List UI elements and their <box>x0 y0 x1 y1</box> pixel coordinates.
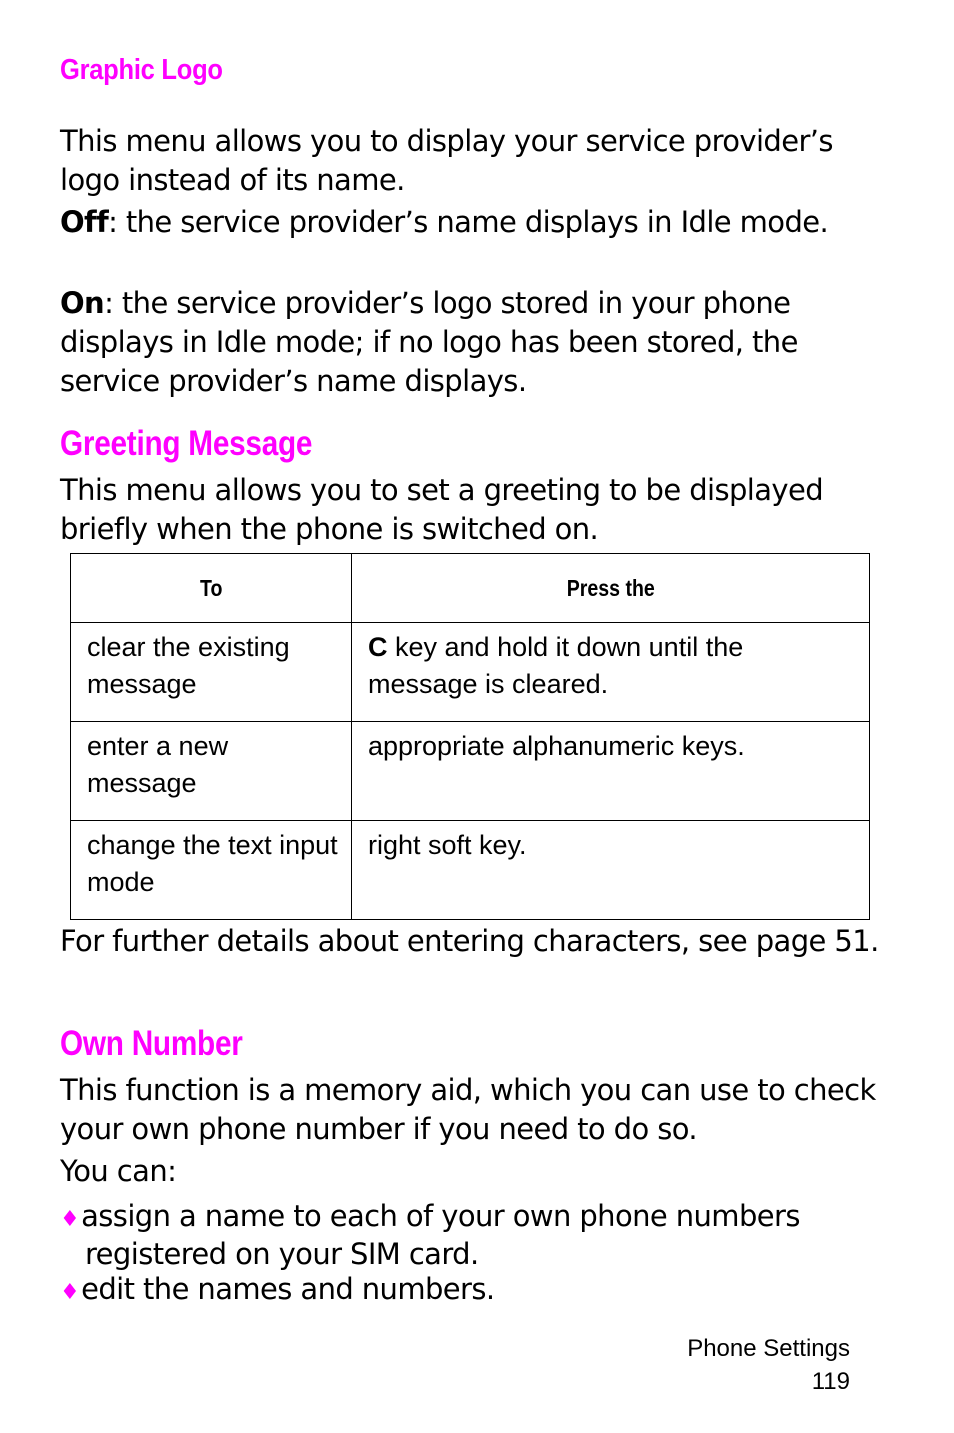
diamond-bullet-icon: ♦ <box>60 1280 80 1305</box>
table-header-to-label: To <box>199 574 223 601</box>
table-header-press <box>352 554 870 623</box>
further-details-note: For further details about entering characters, see page 51. <box>60 924 879 958</box>
key-name: C <box>368 632 388 662</box>
greeting-message-intro: This menu allows you to set a greeting to be displayed briefly when the phone is switched on. <box>60 473 824 546</box>
table-header-row <box>71 554 870 623</box>
page-number: 119 <box>811 1368 850 1395</box>
table-cell-key: appropriate alphanumeric keys. <box>352 722 870 821</box>
list-item <box>60 1272 890 1310</box>
option-off <box>60 203 890 242</box>
table-cell-action: change the text input mode <box>71 821 352 920</box>
graphic-logo-intro: This menu allows you to display your service provider’s logo instead of its name. <box>60 124 833 197</box>
section-title-graphic-logo: Graphic Logo <box>60 54 223 86</box>
option-off-term: Off <box>60 205 109 239</box>
footer-section-name: Phone Settings <box>687 1335 850 1362</box>
own-number-intro: This function is a memory aid, which you can use to check your own phone number if you need to do so. <box>60 1073 876 1146</box>
option-on <box>60 284 890 401</box>
page-footer <box>687 1332 850 1398</box>
list-item-text: assign a name to each of your own phone numbers registered on your SIM card. <box>81 1199 800 1271</box>
table-row <box>71 821 870 920</box>
section-title-greeting-message: Greeting Message <box>60 424 313 463</box>
table-cell-action: enter a new message <box>71 722 352 821</box>
table-header-press-label: Press the <box>566 574 655 601</box>
table-row <box>71 722 870 821</box>
section-title-own-number: Own Number <box>60 1024 243 1063</box>
option-off-description: : the service provider’s name displays in Idle mode. <box>108 205 829 239</box>
table-cell-key <box>352 623 870 722</box>
table-row <box>71 623 870 722</box>
list-item <box>60 1199 890 1272</box>
option-on-description: : the service provider’s logo stored in your phone displays in Idle mode; if no logo has been stored, the service provider’s name displays. <box>60 286 798 398</box>
table-header-to <box>71 554 352 623</box>
key-instruction: key and hold it down until the message is cleared. <box>368 632 744 699</box>
table-cell-action: clear the existing message <box>71 623 352 722</box>
diamond-bullet-icon: ♦ <box>60 1207 80 1232</box>
table-cell-key: right soft key. <box>352 821 870 920</box>
you-can-label: You can: <box>60 1154 177 1188</box>
key-instructions-table <box>70 553 870 920</box>
bullet-list <box>60 1199 890 1310</box>
list-item-text: edit the names and numbers. <box>81 1272 495 1306</box>
option-on-term: On <box>60 286 105 320</box>
